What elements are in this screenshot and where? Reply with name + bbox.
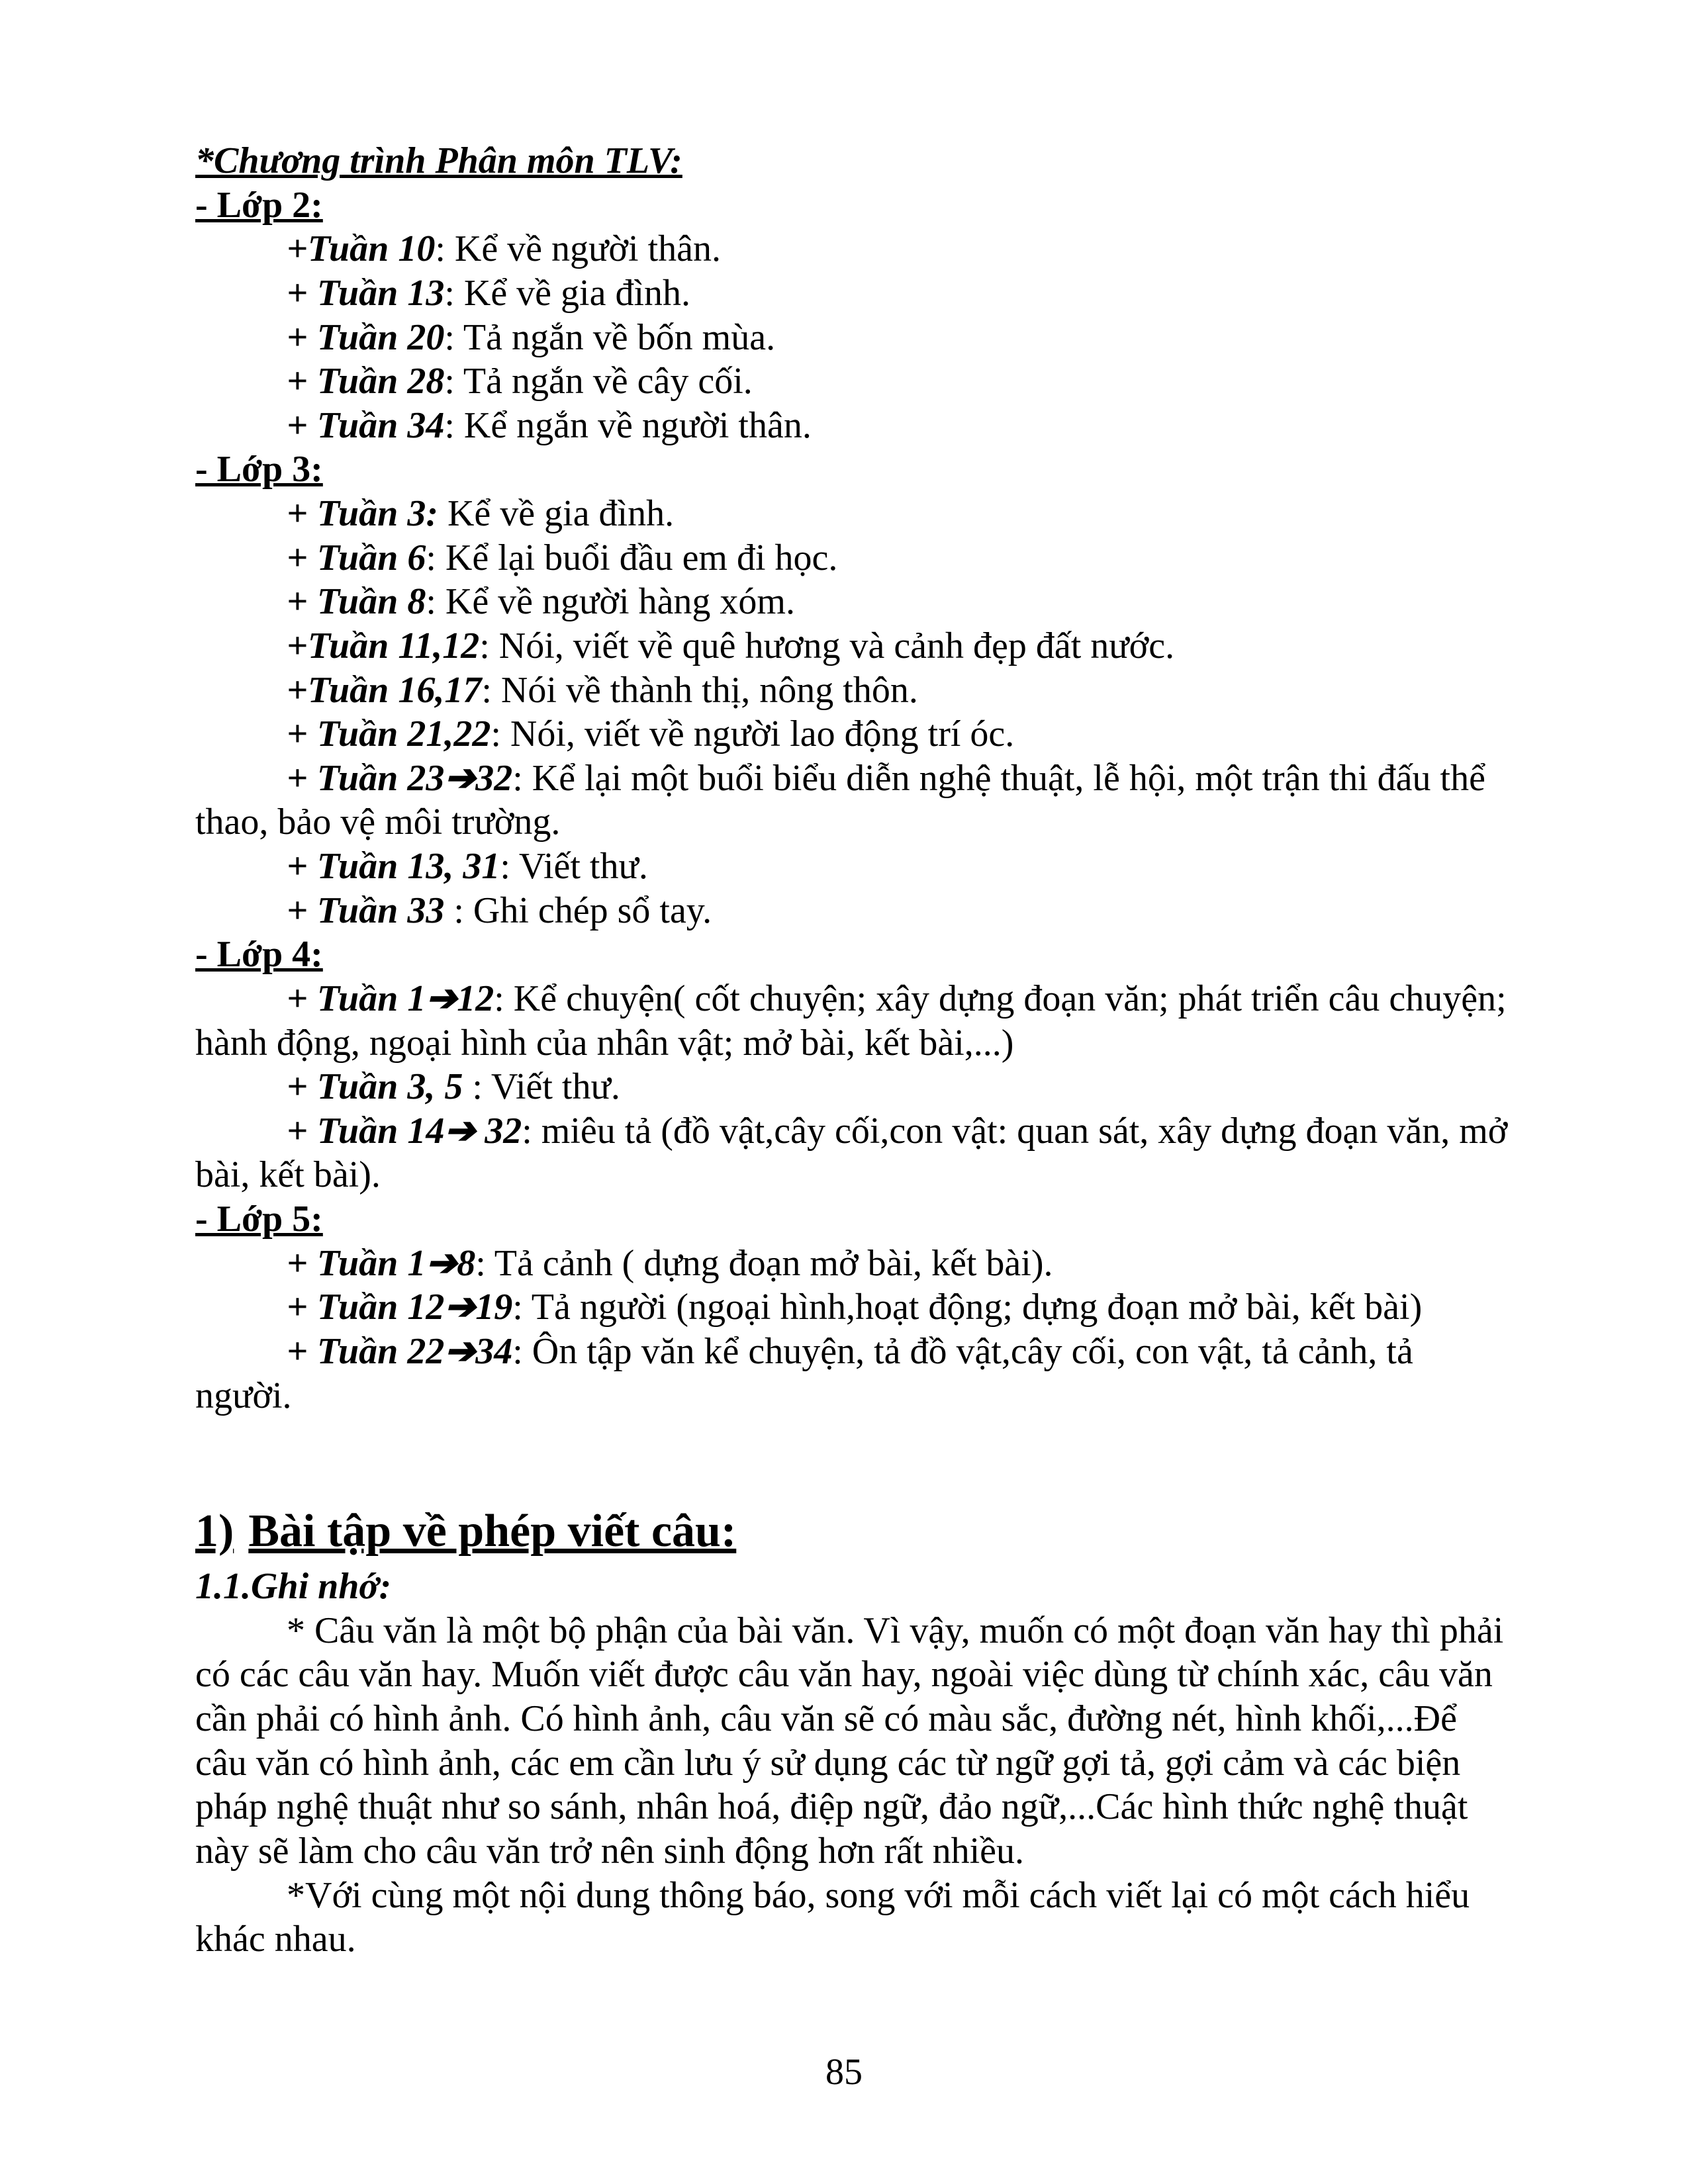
curriculum-item [195, 977, 1516, 1065]
curriculum-item [195, 756, 1516, 844]
curriculum-item [195, 668, 1516, 713]
week-label: + Tuần 6 [287, 537, 426, 578]
week-label: +Tuần 10 [287, 228, 436, 270]
week-label: + Tuần 13 [287, 272, 445, 314]
curriculum-item [195, 492, 1516, 536]
week-label: + Tuần 33 [287, 889, 445, 931]
exercise-paragraph: *Với cùng một nội dung thông báo, song với mỗi cách viết lại có một cách hiểu khác nhau. [195, 1874, 1470, 1960]
week-label: +Tuần 11,12 [287, 625, 480, 666]
page-content [195, 139, 1516, 1962]
week-label: + Tuần 13, 31 [287, 846, 500, 887]
curriculum-item [195, 1109, 1516, 1197]
curriculum-item [195, 1065, 1516, 1109]
week-label: + Tuần 21,22 [287, 713, 491, 755]
week-label: + Tuần 3: [287, 493, 438, 534]
item-text: : Kể chuyện( cốt chuyện; xây dựng đoạn văn; phát triển câu chuyện; hành động, ngoại hình của nhân vật; mở bài, kết bài,...) [195, 978, 1507, 1064]
week-label: +Tuần 16,17 [287, 669, 482, 711]
curriculum-item [195, 536, 1516, 580]
curriculum-item [195, 359, 1516, 404]
week-label: + Tuần 34 [287, 404, 445, 446]
item-text: : Viết thư. [500, 846, 648, 887]
exercise-heading-text: Bài tập về phép viết câu: [248, 1506, 737, 1557]
week-label: + Tuần 1➔8 [287, 1242, 476, 1284]
curriculum-item [195, 889, 1516, 933]
item-text: : Tả người (ngoại hình,hoạt động; dựng đoạn mở bài, kết bài) [512, 1287, 1423, 1328]
week-label: + Tuần 3, 5 [287, 1066, 463, 1108]
curriculum-item [195, 404, 1516, 448]
item-text: : Nói về thành thị, nông thôn. [481, 669, 918, 711]
exercise-heading-number: 1) [195, 1506, 234, 1557]
curriculum-item [195, 316, 1516, 360]
page-number: 85 [825, 2052, 863, 2093]
item-text: : Tả ngắn về cây cối. [444, 361, 753, 402]
week-label: + Tuần 1➔12 [287, 978, 494, 1019]
week-label: + Tuần 14➔ 32 [287, 1110, 522, 1152]
grade-heading-lop2: - Lớp 2: [195, 184, 323, 226]
curriculum-item [195, 624, 1516, 668]
item-text: : Ghi chép sổ tay. [444, 889, 712, 931]
week-label: + Tuần 28 [287, 361, 445, 402]
item-text: : Tả ngắn về bốn mùa. [444, 316, 776, 358]
week-label: + Tuần 23➔32 [287, 757, 513, 799]
curriculum-item [195, 271, 1516, 316]
curriculum-item [195, 712, 1516, 756]
curriculum-item [195, 1285, 1516, 1330]
curriculum-item [195, 227, 1516, 271]
grade-heading-lop3: - Lớp 3: [195, 449, 323, 490]
item-text: : Ôn tập văn kể chuyện, tả đồ vật,cây cối, con vật, tả cảnh, tả người. [195, 1330, 1413, 1416]
grade-heading-lop4: - Lớp 4: [195, 934, 323, 976]
exercise-heading [195, 1504, 1516, 1559]
grade-heading-lop5: - Lớp 5: [195, 1199, 323, 1240]
item-text: : Kể về người thân. [435, 228, 721, 270]
exercise-subheading: 1.1.Ghi nhớ: [195, 1566, 392, 1608]
week-label: + Tuần 22➔34 [287, 1330, 513, 1372]
curriculum-item [195, 580, 1516, 624]
curriculum-item [195, 844, 1516, 889]
item-text: Kể về gia đình. [438, 493, 675, 534]
week-label: + Tuần 12➔19 [287, 1287, 513, 1328]
item-text: : Kể lại buổi đầu em đi học. [426, 537, 838, 578]
curriculum-item [195, 1242, 1516, 1286]
curriculum-title: *Chương trình Phân môn TLV: [195, 140, 682, 181]
week-label: + Tuần 20 [287, 316, 445, 358]
item-text: : miêu tả (đồ vật,cây cối,con vật: quan sát, xây dựng đoạn văn, mở bài, kết bài). [195, 1110, 1508, 1196]
item-text: : Viết thư. [463, 1066, 620, 1108]
exercise-paragraph: * Câu văn là một bộ phận của bài văn. Vì vậy, muốn có một đoạn văn hay thì phải có các câu văn hay. Muốn viết được câu văn hay, ngoài việc dùng từ chính xác, câu văn cần phải có hình ảnh. Có hình ảnh, câu văn sẽ có màu sắc, đường nét, hình khối,...Để câu văn có hình ảnh, các em cần lưu ý sử dụng các từ ngữ gợi tả, gợi cảm và các biện pháp nghệ thuật như so sánh, nhân hoá, điệp ngữ, đảo ngữ,...Các hình thức nghệ thuật này sẽ làm cho câu văn trở nên sinh động hơn rất nhiều. [195, 1610, 1504, 1872]
item-text: : Nói, viết về quê hương và cảnh đẹp đất nước. [479, 625, 1175, 666]
item-text: : Kể ngắn về người thân. [444, 404, 812, 446]
item-text: : Tả cảnh ( dựng đoạn mở bài, kết bài). [475, 1242, 1053, 1284]
item-text: : Kể lại một buổi biểu diễn nghệ thuật, lễ hội, một trận thi đấu thể thao, bảo vệ môi trường. [195, 757, 1485, 843]
curriculum-item [195, 1330, 1516, 1418]
item-text: : Nói, viết về người lao động trí óc. [491, 713, 1015, 755]
week-label: + Tuần 8 [287, 581, 426, 623]
item-text: : Kể về người hàng xóm. [426, 581, 795, 623]
item-text: : Kể về gia đình. [444, 272, 691, 314]
